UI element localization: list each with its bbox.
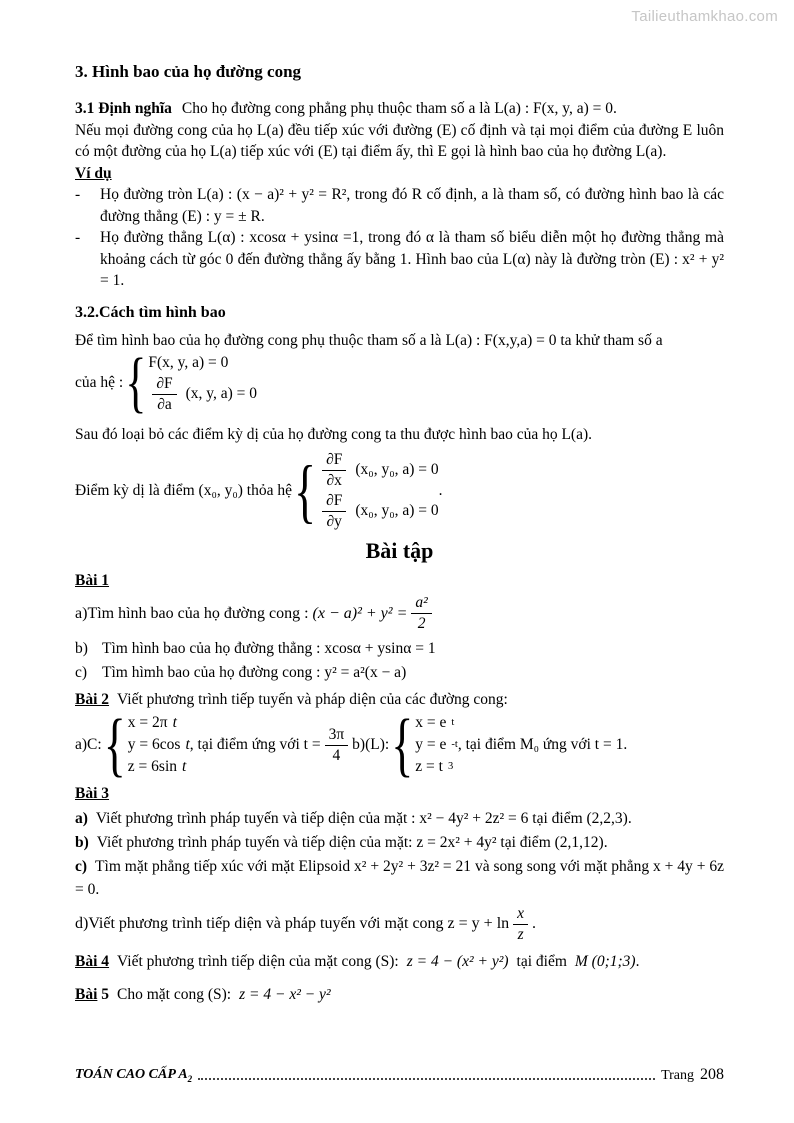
bai2-row: [75, 704, 724, 784]
item-marker: a): [75, 604, 88, 622]
curve-name: C:: [87, 736, 102, 753]
item-text: Viết phương trình tiếp diện và pháp tuyến với mặt cong z = y + ln: [88, 915, 510, 933]
bai4-row: Bài 4 Viết phương trình tiếp diện của mặt cong (S): z = 4 − (x² + y²) tại điểm M (0;1;3).: [75, 952, 640, 970]
item-text: Tìm hình bao của họ đường cong :: [87, 604, 309, 622]
method-system: [75, 344, 724, 421]
item-marker: a): [75, 736, 88, 753]
bullet-dash: -: [75, 186, 81, 203]
bai2-intro: Viết phương trình tiếp tuyến và pháp diện của các đường cong:: [117, 691, 508, 708]
item-text: Viết phương trình tiếp diện của mặt cong (S):: [117, 952, 399, 970]
bai1-item-a: [75, 594, 724, 633]
method-intro: Để tìm hình bao của họ đường cong phụ thuộc tham số a là L(a) : F(x,y,a) = 0 ta khử tham số a: [75, 331, 663, 349]
left-brace: {: [125, 344, 147, 421]
system-line-3: z = 6sin t: [127, 758, 187, 775]
item-marker: b): [352, 736, 366, 753]
footer-course-subscript: 2: [187, 1074, 193, 1084]
item-text: Viết phương trình pháp tuyến và tiếp diện của mặt: z = 2x² + 4y² tại điểm (2,1,12).: [96, 834, 608, 851]
left-brace: {: [103, 704, 126, 784]
bullet-dash: -: [75, 229, 81, 246]
bai3-item-b: [75, 831, 724, 854]
singular-prefix: Điểm kỳ dị là điểm (x₀, y₀) thỏa hệ: [75, 481, 292, 499]
page-footer: [75, 1066, 724, 1084]
bai5-number: 5: [97, 985, 110, 1003]
system-line-1: x = e t: [415, 714, 455, 731]
example-item-2: [75, 227, 724, 292]
bai3-item-d: [75, 905, 724, 944]
page-number: 208: [700, 1066, 724, 1083]
system-lines: [415, 713, 458, 777]
sentence-period: .: [532, 915, 537, 933]
point-condition: , tại điểm ứng với t =: [189, 736, 321, 753]
formula: z = 4 − (x² + y²): [406, 952, 509, 970]
formula: (x − a)² + y² =: [312, 604, 408, 622]
point-label: tại điểm: [516, 952, 567, 970]
footer-page-label: Trang 208: [661, 1066, 724, 1083]
example-item-1: [75, 184, 724, 227]
definition-label: 3.1 Định nghĩa: [75, 100, 172, 117]
system-line-2: y = 6cos t: [127, 736, 190, 753]
bai5-row: Bài 5 Cho mặt cong (S): z = 4 − x² − y²: [75, 985, 331, 1003]
system-line-2: $\frac{\partial F}{\partial a}$ (x, y, a) = 0: [148, 375, 257, 414]
footer-course-title: TOÁN CAO CẤP $A_2$: [75, 1067, 193, 1084]
bai1-heading: Bài 1: [75, 572, 110, 590]
point: M (0;1;3): [574, 952, 636, 970]
bai1-item-b: [75, 637, 724, 660]
item-marker: c): [75, 858, 88, 875]
bai3-heading: Bài 3: [75, 785, 110, 802]
definition-body-paragraph: Nếu mọi đường cong của họ L(a) đều tiếp xúc với đường (E) cố định và tại mọi điểm của đường E luôn có một đường của họ L(a) tiếp xúc với (E) tại điểm ấy, thì E gọi là hình bao của họ đường L(a).: [75, 121, 724, 160]
item-text: Viết phương trình pháp tuyến và tiếp diện của mặt : x² − 4y² + 2z² = 6 tại điểm (2,2,3).: [95, 810, 632, 827]
method-after: Sau đó loại bỏ các điểm kỳ dị của họ đường cong ta thu được hình bao của họ L(a).: [75, 425, 593, 443]
item-text: Tìm hình bao của họ đường thẳng : xcosα + ysinα = 1: [102, 640, 436, 657]
item-marker: b): [75, 834, 89, 851]
point-condition: , tại điểm M₀ ứng với t = 1.: [457, 736, 628, 753]
sentence-period: .: [635, 952, 640, 970]
bai3-item-a: [75, 807, 724, 830]
item-text: Tìm mặt phẳng tiếp xúc với mặt Elipsoid x² + 2y² + 3z² = 21 và song song với mặt phẳng x + 4y + 6z = 0.: [75, 858, 724, 898]
page-content: [75, 62, 724, 1007]
definition-intro-paragraph: [75, 98, 724, 120]
system-line-2: $\frac{\partial F}{\partial y}$ (x₀, y₀, a) = 0: [318, 492, 439, 531]
system-line-2: y = e -t: [415, 736, 458, 753]
partial-fraction: $\frac{\partial F}{\partial x}$: [322, 451, 346, 490]
bai3-item-c: [75, 855, 724, 901]
exercises-heading: Bài tập: [365, 538, 434, 564]
system-lines: [318, 451, 439, 530]
item-marker: d): [75, 915, 89, 933]
curve-name: (L):: [365, 736, 390, 753]
partial-fraction: $\frac{\partial F}{\partial y}$: [322, 492, 346, 531]
formula: z = 4 − x² − y²: [239, 985, 331, 1003]
singular-point-system: [75, 451, 724, 530]
sentence-period: .: [438, 481, 443, 499]
example-item-text: Họ đường tròn L(a) : (x − a)² + y² = R², trong đó R cố định, a là tham số, có đường hình bao là các đường thẳng (E) : y = ± R.: [100, 186, 724, 225]
item-text: Cho mặt cong (S):: [117, 985, 232, 1003]
system-line-1: x = 2π t: [127, 714, 177, 731]
system-lines: [128, 713, 190, 777]
item-marker: b): [75, 640, 88, 657]
left-brace: {: [391, 704, 414, 784]
partial-fraction: $\frac{\partial F}{\partial a}$: [152, 375, 176, 414]
dotted-leader: [198, 1077, 655, 1080]
left-brace: {: [294, 450, 317, 530]
bai2-heading: Bài 2 Viết phương trình tiếp tuyến và pháp diện của các đường cong:: [75, 691, 508, 708]
site-watermark: Tailieuthamkhao.com: [631, 8, 778, 25]
item-text: Tìm hìmh bao của họ đường cong : y² = a²(x − a): [102, 664, 407, 681]
example-item-text: Họ đường thẳng L(α) : xcosα + ysinα =1, trong đó α là tham số biểu diễn một họ đường thẳng mà khoảng cách từ góc 0 đến đường thẳng ấy bằng 1. Hình bao của L(α) này là đường tròn (E) : x² + y² = 1.: [100, 229, 724, 289]
item-marker: c): [75, 664, 88, 681]
system-lines: [148, 353, 257, 414]
method-heading: 3.2.Cách tìm hình bao: [75, 303, 226, 321]
system-line-1: F(x, y, a) = 0: [148, 354, 229, 371]
system-prefix: của hệ :: [75, 374, 124, 392]
bai1-item-c: [75, 661, 724, 684]
example-heading: Ví dụ: [75, 164, 112, 182]
system-line-1: $\frac{\partial F}{\partial x}$ (x₀, y₀, a) = 0: [318, 451, 439, 490]
fraction: $\frac{x}{z}$: [513, 905, 528, 944]
section-title: 3. Hình bao của họ đường cong: [75, 62, 302, 81]
fraction: $\frac{\text{a²}}{2}$: [411, 594, 431, 633]
system-line-3: z = t 3: [415, 758, 454, 775]
definition-intro: Cho họ đường cong phẳng phụ thuộc tham số a là L(a) : F(x, y, a) = 0.: [181, 100, 617, 117]
item-marker: a): [75, 810, 88, 827]
fraction: $\frac{3\pi}{4}$: [325, 726, 349, 765]
